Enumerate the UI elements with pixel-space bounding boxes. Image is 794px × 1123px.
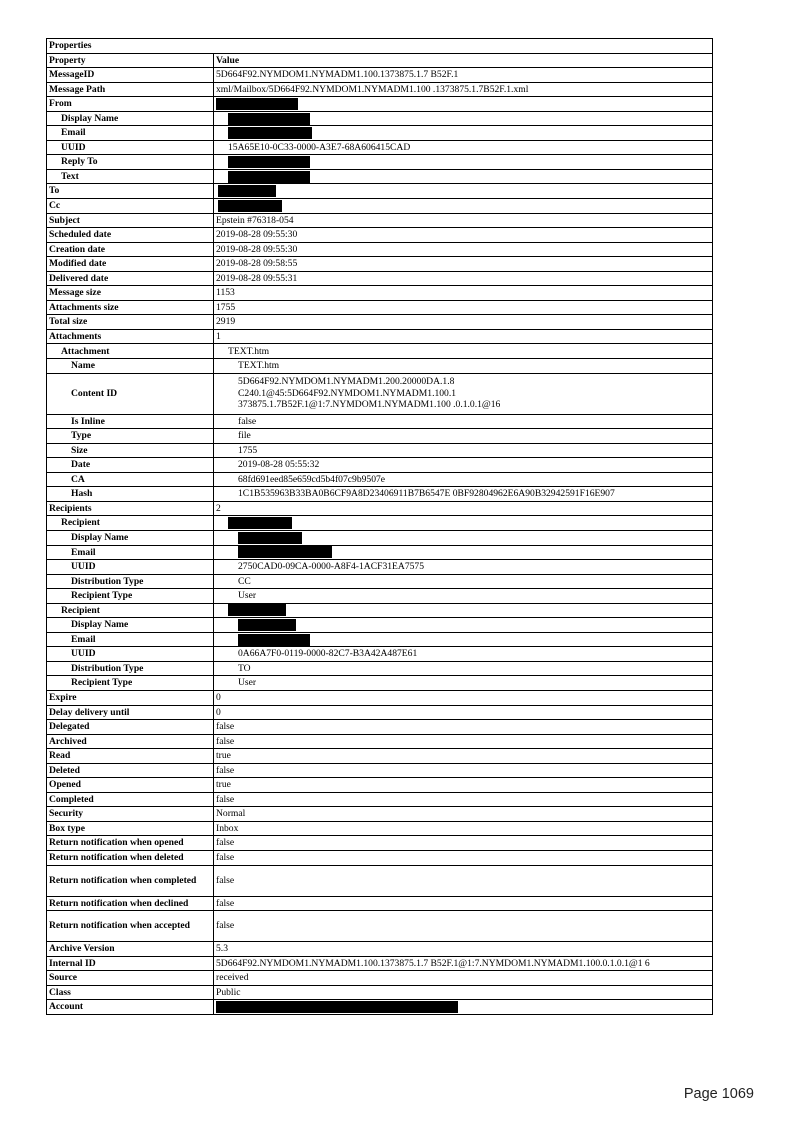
property-value: false [214,792,713,807]
property-name: Creation date [47,242,214,257]
table-row [47,545,713,560]
table-row [47,632,713,647]
table-row [47,720,713,735]
table-row [47,690,713,705]
property-value: 1 [214,329,713,344]
property-value: 2 [214,501,713,516]
property-name: Class [47,985,214,1000]
property-value: 1C1B535963B33BA0B6CF9A8D23406911B7B6547E 0BF92804962E6A90B32942591F16E907 [214,487,713,502]
property-name: MessageID [47,68,214,83]
property-name: Box type [47,821,214,836]
property-name: Distribution Type [47,574,214,589]
table-row [47,344,713,359]
property-name: Email [47,632,214,647]
redaction-block [228,127,312,139]
redaction-block [238,532,302,544]
property-value: TEXT.htm [214,359,713,374]
property-value [214,618,713,633]
property-name: Recipient Type [47,676,214,691]
table-row [47,850,713,865]
property-value: false [214,850,713,865]
property-name: Return notification when accepted [47,911,214,942]
column-header-row [47,53,713,68]
property-value: TO [214,661,713,676]
property-name: Read [47,749,214,764]
table-row [47,911,713,942]
table-row [47,111,713,126]
property-value: Public [214,985,713,1000]
property-value: 5D664F92.NYMDOM1.NYMADM1.200.20000DA.1.8 C240.1@45:5D664F92.NYMDOM1.NYMADM1.100.1 373875.1.7B52F.1@1:7.NYMDOM1.NYMADM1.100 .0.1.0.1@16 [214,373,713,414]
table-row [47,971,713,986]
property-name: Security [47,807,214,822]
property-name: Reply To [47,155,214,170]
property-value: Inbox [214,821,713,836]
property-name: Content ID [47,373,214,414]
property-name: UUID [47,140,214,155]
property-name: Type [47,429,214,444]
property-value: 2019-08-28 09:55:30 [214,228,713,243]
table-row [47,286,713,301]
property-value: false [214,763,713,778]
properties-table [46,38,713,1015]
property-value: 1755 [214,443,713,458]
property-value: CC [214,574,713,589]
property-value: 2750CAD0-09CA-0000-A8F4-1ACF31EA7575 [214,560,713,575]
property-name: Recipient Type [47,589,214,604]
property-name: Display Name [47,618,214,633]
property-name: Return notification when completed [47,865,214,896]
table-row [47,985,713,1000]
property-value [214,603,713,618]
property-name: Account [47,1000,214,1015]
property-name: Recipients [47,501,214,516]
property-name: Size [47,443,214,458]
table-row [47,574,713,589]
property-name: Source [47,971,214,986]
property-name: Subject [47,213,214,228]
property-name: Email [47,545,214,560]
table-row [47,429,713,444]
table-row [47,749,713,764]
table-row [47,589,713,604]
property-value: 68fd691eed85e659cd5b4f07c9b9507e [214,472,713,487]
table-title-row [47,39,713,54]
property-name: Message Path [47,82,214,97]
property-value [214,199,713,214]
property-name: Return notification when opened [47,836,214,851]
table-row [47,126,713,141]
redaction-block [228,113,310,125]
property-value: false [214,836,713,851]
redaction-block [216,1001,458,1013]
property-value: false [214,896,713,911]
property-name: Hash [47,487,214,502]
property-value: 2019-08-28 09:55:30 [214,242,713,257]
property-value: 5D664F92.NYMDOM1.NYMADM1.100.1373875.1.7 B52F.1@1:7.NYMDOM1.NYMADM1.100.0.1.0.1@1 6 [214,956,713,971]
table-row [47,359,713,374]
property-name: Delivered date [47,271,214,286]
property-name: CA [47,472,214,487]
property-value: received [214,971,713,986]
table-row [47,97,713,112]
property-name: Expire [47,690,214,705]
page-number: Page 1069 [683,1086,754,1102]
property-value [214,155,713,170]
table-row [47,603,713,618]
table-row [47,242,713,257]
property-value [214,126,713,141]
property-name: Archived [47,734,214,749]
property-name: Attachments [47,329,214,344]
property-name: To [47,184,214,199]
table-row [47,184,713,199]
table-row [47,676,713,691]
property-name: Completed [47,792,214,807]
table-row [47,530,713,545]
redaction-block [238,634,310,646]
property-name: Return notification when deleted [47,850,214,865]
table-row [47,257,713,272]
property-value: true [214,778,713,793]
table-title: Properties [47,39,713,54]
property-value: 2019-08-28 05:55:32 [214,458,713,473]
property-value [214,97,713,112]
table-row [47,647,713,662]
property-value: false [214,734,713,749]
table-row [47,792,713,807]
property-value: 0 [214,705,713,720]
property-name: Recipient [47,516,214,531]
column-header-property: Property [47,53,214,68]
redaction-block [228,604,286,616]
property-name: Cc [47,199,214,214]
redaction-block [218,185,276,197]
property-value: 5.3 [214,942,713,957]
table-row [47,169,713,184]
property-value: 15A65E10-0C33-0000-A3E7-68A606415CAD [214,140,713,155]
table-row [47,443,713,458]
redaction-block [238,619,296,631]
property-value [214,632,713,647]
property-value: 1755 [214,300,713,315]
table-row [47,501,713,516]
property-name: Internal ID [47,956,214,971]
property-name: Scheduled date [47,228,214,243]
property-value: false [214,865,713,896]
property-value [214,1000,713,1015]
table-row [47,487,713,502]
table-row [47,778,713,793]
table-row [47,472,713,487]
property-value: file [214,429,713,444]
table-row [47,516,713,531]
property-name: Delay delivery until [47,705,214,720]
table-row [47,213,713,228]
table-row [47,140,713,155]
table-row [47,271,713,286]
table-row [47,763,713,778]
property-name: Date [47,458,214,473]
property-value: User [214,676,713,691]
property-name: Attachments size [47,300,214,315]
table-row [47,199,713,214]
table-row [47,705,713,720]
property-value: TEXT.htm [214,344,713,359]
redaction-block [218,200,282,212]
property-name: Delegated [47,720,214,735]
table-row [47,956,713,971]
property-name: Name [47,359,214,374]
redaction-block [238,546,332,558]
redaction-block [228,517,292,529]
property-name: Display Name [47,111,214,126]
property-name: Attachment [47,344,214,359]
property-name: Return notification when declined [47,896,214,911]
property-value: true [214,749,713,764]
table-row [47,228,713,243]
table-row [47,82,713,97]
property-name: Recipient [47,603,214,618]
property-name: Message size [47,286,214,301]
property-name: From [47,97,214,112]
table-row [47,68,713,83]
property-name: Text [47,169,214,184]
property-name: Is Inline [47,414,214,429]
property-name: Display Name [47,530,214,545]
table-row [47,373,713,414]
property-name: Deleted [47,763,214,778]
table-row [47,155,713,170]
property-value: xml/Mailbox/5D664F92.NYMDOM1.NYMADM1.100 .1373875.1.7B52F.1.xml [214,82,713,97]
property-value: 0 [214,690,713,705]
property-name: Distribution Type [47,661,214,676]
table-row [47,734,713,749]
property-value [214,530,713,545]
redaction-block [228,156,310,168]
table-row [47,836,713,851]
table-row [47,661,713,676]
property-value: false [214,414,713,429]
table-row [47,942,713,957]
property-value: 2919 [214,315,713,330]
table-row [47,1000,713,1015]
table-row [47,315,713,330]
column-header-value: Value [214,53,713,68]
property-value: 5D664F92.NYMDOM1.NYMADM1.100.1373875.1.7 B52F.1 [214,68,713,83]
property-value [214,516,713,531]
table-row [47,807,713,822]
table-row [47,560,713,575]
property-value: false [214,720,713,735]
property-value: User [214,589,713,604]
property-name: Total size [47,315,214,330]
redaction-block [228,171,310,183]
property-name: Archive Version [47,942,214,957]
property-value: 2019-08-28 09:58:55 [214,257,713,272]
table-row [47,458,713,473]
property-name: UUID [47,560,214,575]
property-name: Modified date [47,257,214,272]
table-row [47,896,713,911]
table-row [47,618,713,633]
property-value: 1153 [214,286,713,301]
table-row [47,329,713,344]
property-name: UUID [47,647,214,662]
property-name: Email [47,126,214,141]
property-value: 2019-08-28 09:55:31 [214,271,713,286]
property-value: Normal [214,807,713,822]
property-value: Epstein #76318-054 [214,213,713,228]
property-value: false [214,911,713,942]
table-row [47,821,713,836]
property-value [214,111,713,126]
redaction-block [216,98,298,110]
property-name: Opened [47,778,214,793]
property-value [214,184,713,199]
property-value [214,169,713,184]
property-value [214,545,713,560]
table-row [47,414,713,429]
property-value: 0A66A7F0-0119-0000-82C7-B3A42A487E61 [214,647,713,662]
table-row [47,300,713,315]
table-row [47,865,713,896]
